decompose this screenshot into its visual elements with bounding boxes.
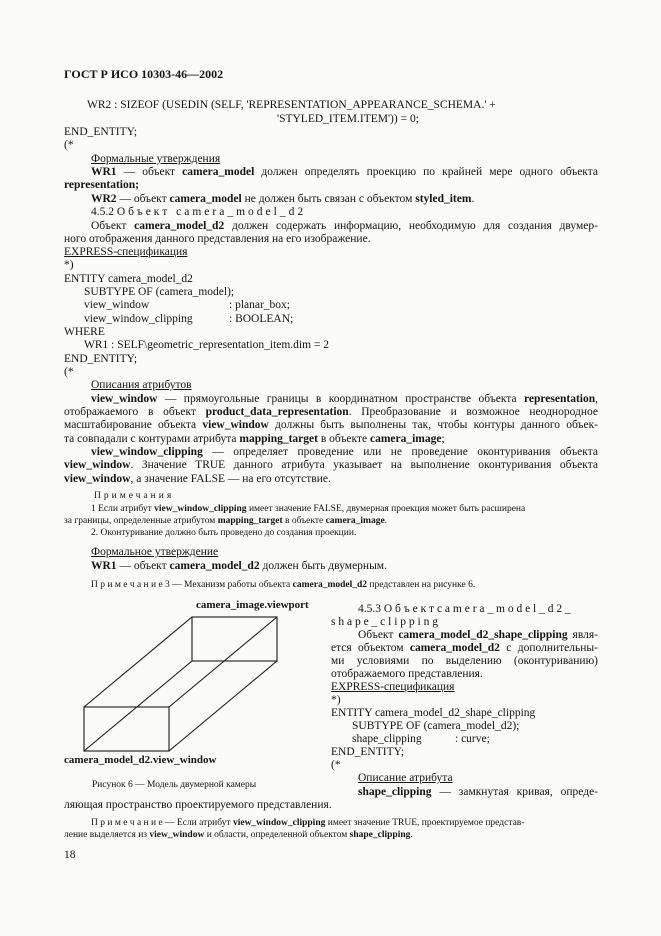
code-attr-name: view_window (84, 299, 150, 311)
attr-desc-line: view_window — прямоугольные границы в координатном пространстве объекта representation, (91, 393, 598, 405)
section-453-para: ми условиями по выделению (оконтуриванию) (331, 655, 598, 667)
formal-wr1-line-2: representation; (64, 179, 139, 191)
code-attr-type: : BOOLEAN; (229, 313, 294, 325)
code-attr-type: : planar_box; (229, 299, 290, 311)
notes-heading: Примечания (94, 491, 175, 501)
frustum-edge (84, 661, 192, 751)
attribute-desc-line: shape_clipping — замкнутая кривая, опреде- (358, 786, 598, 798)
attr-desc-line: view_window_clipping — определяет проведение или не проведение оконтуривания объекта (91, 446, 598, 458)
note-1-line-1: 1 Если атрибут view_window_clipping имеет значение FALSE, двумерная проекция может быть расширена (91, 504, 526, 514)
note-1-line-2: за границы, определенные атрибутом mapping_target в объекте camera_image. (64, 516, 388, 526)
note-2-line: 2. Оконтуривание должно быть проведено до создания проекции. (91, 528, 357, 538)
section-453-para: ется объектом camera_model_d2 с дополнительны- (331, 642, 598, 654)
section-453-title-line-2: s h a p e _ c l i p p i n g (331, 616, 438, 628)
code-comment-open: (* (331, 759, 341, 771)
code-attr-name: view_window_clipping (84, 313, 193, 325)
figure-label-viewport: camera_image.viewport (196, 599, 309, 611)
wr2-rule-line-2: 'STYLED_ITEM.ITEM')) = 0; (277, 113, 419, 125)
attr-desc-line: отображаемого в объект product_data_representation. Преобразование и возможное неоднородное (64, 406, 598, 418)
section-452-para-2: ного отображения данного представления на его изображение. (64, 233, 371, 245)
code-subtype-line: SUBTYPE OF (camera_model_d2); (352, 720, 520, 732)
final-note-line-1: П р и м е ч а н и е — Если атрибут view_window_clipping имеет значение TRUE, проектируемое представ- (91, 818, 525, 828)
frustum-drawing (84, 617, 277, 751)
wr2-rule-line-1: WR2 : SIZEOF (USEDIN (SELF, 'REPRESENTATION_APPEARANCE_SCHEMA.' + (87, 99, 496, 111)
frustum-edge (84, 617, 192, 707)
section-452-number: 4.5.2 (91, 206, 114, 218)
code-rule-line: WR1 : SELF\geometric_representation_item.dim = 2 (84, 339, 330, 351)
code-comment-open: (* (64, 366, 74, 378)
express-heading-1: EXPRESS-спецификация (64, 246, 188, 258)
code-attr-type: : curve; (455, 733, 490, 745)
code-subtype-line: SUBTYPE OF (camera_model); (84, 286, 235, 298)
attr-desc-line: view_window. Значение TRUE данного атрибута указывает на выполнение оконтуривания объекта (64, 459, 598, 471)
code-where-line: WHERE (64, 326, 105, 338)
frustum-edge (169, 617, 277, 707)
comment-close-2: *) (331, 694, 341, 706)
code-end-entity-line: END_ENTITY; (331, 746, 405, 758)
attr-desc-line: та совпадали с контурами атрибута mapping_target в объекте camera_image; (64, 433, 445, 445)
attributes-heading: Описания атрибутов (91, 379, 192, 391)
formal-statement-wr1: WR1 — объект camera_model_d2 должен быть двумерным. (91, 560, 387, 572)
view-window-rectangle (84, 707, 169, 751)
section-452-para-1: Объект camera_model_d2 должен содержать информацию, необходимую для создания двумер- (91, 220, 598, 232)
attr-desc-line: view_window, а значение FALSE — на его отсутствие. (64, 473, 331, 485)
code-entity-line: ENTITY camera_model_d2_shape_clipping (331, 707, 536, 719)
figure-label-view-window: camera_model_d2.view_window (64, 754, 217, 766)
frustum-edge (169, 661, 277, 751)
final-note-line-2: ление выделяется из view_window и области, определенной объектом shape_clipping. (64, 830, 413, 840)
attr-desc-line: масштабирование объекта view_window должны быть выполнены так, чтобы контуры данного объек- (64, 419, 599, 431)
attribute-desc-line: ляющая пространство проектируемого представления. (64, 799, 332, 811)
viewport-rectangle (192, 617, 277, 661)
section-453-para: отображаемого представления. (331, 668, 483, 680)
attribute-heading: Описание атрибута (358, 772, 453, 784)
code-end-entity-line: END_ENTITY; (64, 353, 138, 365)
figure-caption: Рисунок 6 — Модель двумерной камеры (92, 780, 257, 790)
formal-statement-heading: Формальное утверждение (91, 546, 219, 558)
section-452-name: Объект camera_model_d2 (116, 206, 307, 218)
section-453-title-line-1: 4.5.3 О б ъ е к т c a m e r a _ m o d e l _ d 2 _ (358, 603, 571, 615)
document-header: ГОСТ Р ИСО 10303-46—2002 (64, 67, 224, 81)
note-3-line: П р и м е ч а н и е 3 — Механизм работы объекта camera_model_d2 представлен на рисунке 6. (91, 580, 476, 590)
comment-close-1: *) (64, 259, 74, 271)
section-453-para: Объект camera_model_d2_shape_clipping явля- (358, 629, 598, 641)
end-entity-1: END_ENTITY; (64, 126, 138, 138)
express-heading-2: EXPRESS-спецификация (331, 681, 455, 693)
comment-open-1: (* (64, 139, 74, 151)
page-number: 18 (64, 849, 76, 861)
formal-wr2-line: WR2 — объект camera_model не должен быть связан с объектом styled_item. (91, 193, 475, 205)
code-entity-line: ENTITY camera_model_d2 (64, 273, 193, 285)
code-attr-name: shape_clipping (352, 733, 422, 745)
formal-wr1-text: WR1 — объект camera_model должен определять проекцию по крайней мере одного объекта (91, 166, 599, 178)
formal-statements-heading: Формальные утверждения (91, 153, 221, 165)
